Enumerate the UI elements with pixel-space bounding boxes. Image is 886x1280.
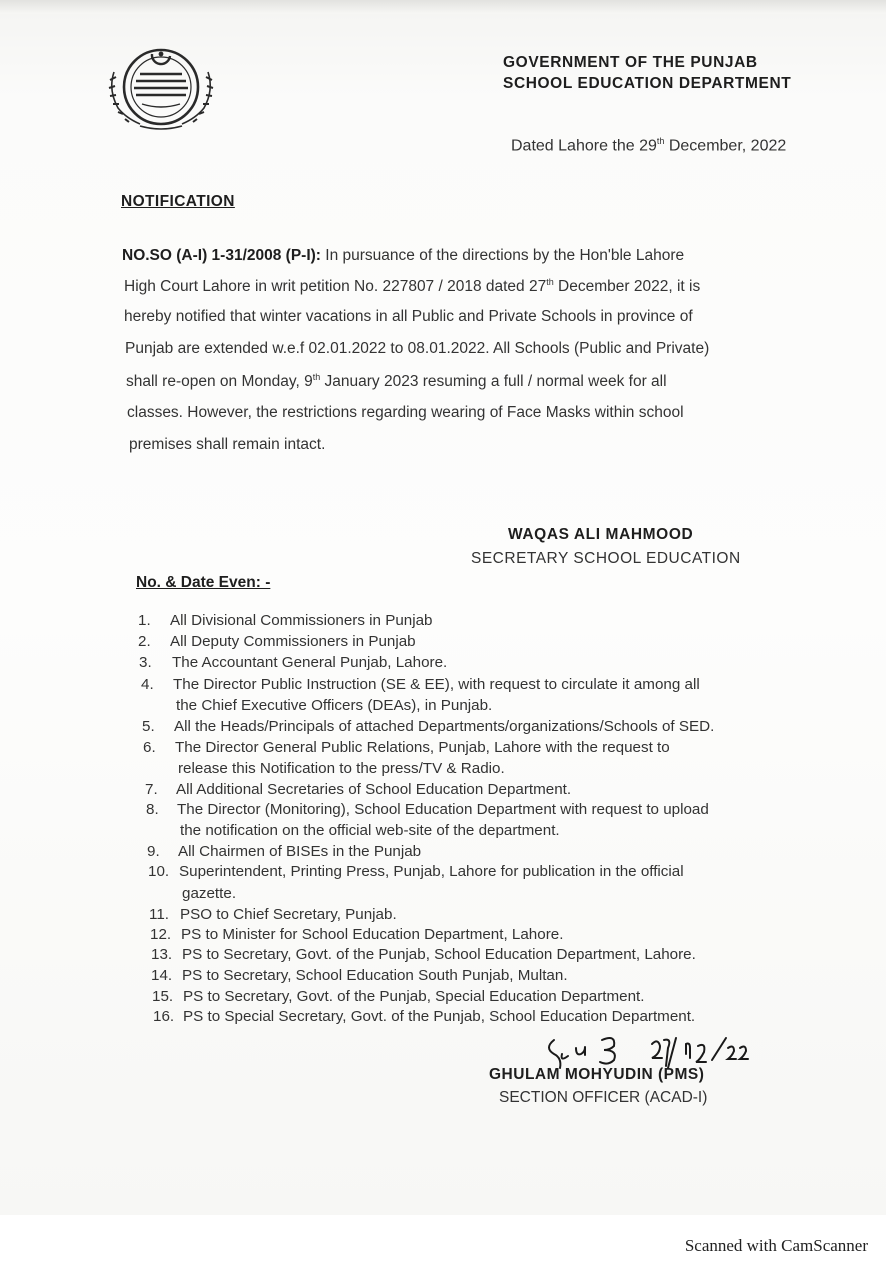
distribution-item-number: 9. xyxy=(147,843,160,860)
distribution-item-number: 4. xyxy=(141,676,154,693)
distribution-item-continuation: gazette. xyxy=(182,885,237,902)
camscanner-watermark: Scanned with CamScanner xyxy=(684,1236,868,1255)
distribution-item: All Additional Secretaries of School Education Department. xyxy=(176,781,572,798)
scan-edge-shadow xyxy=(0,0,886,14)
distribution-item-number: 14. xyxy=(151,967,173,984)
date-line xyxy=(511,136,786,155)
distribution-item-continuation: the Chief Executive Officers (DEAs), in Punjab. xyxy=(176,697,493,714)
punjab-government-emblem-icon xyxy=(100,42,222,132)
distribution-item: The Director Public Instruction (SE & EE), with request to circulate it among all xyxy=(173,676,700,693)
distribution-item-number: 10. xyxy=(148,863,170,880)
body-line-5 xyxy=(126,372,667,391)
distribution-item: All Chairmen of BISEs in the Punjab xyxy=(178,843,422,860)
date-suffix: December, 2022 xyxy=(664,137,787,155)
date-sup: th xyxy=(656,136,665,146)
body-text: shall re-open on Monday, 9 xyxy=(126,373,313,391)
distribution-item: PS to Special Secretary, Govt. of the Punjab, School Education Department. xyxy=(183,1008,696,1025)
body-line-3: hereby notified that winter vacations in all Public and Private Schools in province of xyxy=(124,308,693,325)
body-text: High Court Lahore in writ petition No. 227807 / 2018 dated 27 xyxy=(124,278,547,296)
department-header xyxy=(503,52,791,94)
notification-ref: NO.SO (A-I) 1-31/2008 (P-I): xyxy=(122,247,321,264)
body-text: In pursuance of the directions by the Hon'ble Lahore xyxy=(320,247,685,264)
notification-title: NOTIFICATION xyxy=(121,193,235,210)
distribution-item: PS to Secretary, School Education South Punjab, Multan. xyxy=(182,967,568,984)
distribution-item-number: 15. xyxy=(152,988,174,1005)
distribution-item: PS to Minister for School Education Department, Lahore. xyxy=(181,926,564,943)
distribution-item: PS to Secretary, Govt. of the Punjab, School Education Department, Lahore. xyxy=(182,946,696,963)
distribution-item-number: 2. xyxy=(138,633,151,650)
body-sup: th xyxy=(546,277,554,287)
distribution-title: No. & Date Even: - xyxy=(136,574,271,591)
distribution-item-number: 8. xyxy=(146,801,159,818)
signatory-name: WAQAS ALI MAHMOOD xyxy=(508,526,694,543)
body-text: January 2023 resuming a full / normal week for all xyxy=(320,373,667,391)
distribution-item: All the Heads/Principals of attached Departments/organizations/Schools of SED. xyxy=(174,718,715,735)
distribution-item-number: 16. xyxy=(153,1008,175,1025)
header-government: GOVERNMENT OF THE PUNJAB xyxy=(503,54,758,71)
section-officer-name: GHULAM MOHYUDIN (PMS) xyxy=(489,1066,705,1083)
body-line-6: classes. However, the restrictions regarding wearing of Face Masks within school xyxy=(127,404,684,421)
distribution-item: Superintendent, Printing Press, Punjab, Lahore for publication in the official xyxy=(179,863,684,880)
body-sup: th xyxy=(312,372,321,382)
body-line-2 xyxy=(124,277,700,296)
date-prefix: Dated Lahore the 29 xyxy=(511,137,657,155)
distribution-item-number: 3. xyxy=(139,654,152,671)
distribution-item-number: 1. xyxy=(138,612,151,629)
distribution-item: All Divisional Commissioners in Punjab xyxy=(170,612,433,629)
distribution-item: The Accountant General Punjab, Lahore. xyxy=(172,654,448,671)
distribution-item: All Deputy Commissioners in Punjab xyxy=(170,633,416,650)
section-officer-title: SECTION OFFICER (ACAD-I) xyxy=(499,1089,708,1106)
distribution-item-number: 12. xyxy=(150,926,172,943)
body-line-4: Punjab are extended w.e.f 02.01.2022 to 08.01.2022. All Schools (Public and Private) xyxy=(125,340,710,357)
body-text: December 2022, it is xyxy=(553,278,701,296)
distribution-item-continuation: release this Notification to the press/TV & Radio. xyxy=(178,760,505,777)
body-line-7: premises shall remain intact. xyxy=(129,436,326,453)
distribution-item: The Director (Monitoring), School Education Department with request to upload xyxy=(177,801,709,818)
distribution-item: PSO to Chief Secretary, Punjab. xyxy=(180,906,397,923)
distribution-item-number: 6. xyxy=(143,739,156,756)
distribution-item-number: 7. xyxy=(145,781,158,798)
distribution-item-number: 11. xyxy=(149,906,169,923)
distribution-item-continuation: the notification on the official web-site of the department. xyxy=(180,822,560,839)
distribution-item: PS to Secretary, Govt. of the Punjab, Special Education Department. xyxy=(183,988,645,1005)
signatory-title: SECRETARY SCHOOL EDUCATION xyxy=(471,550,741,567)
body-line-1 xyxy=(122,247,684,265)
distribution-item-number: 5. xyxy=(142,718,155,735)
distribution-item-number: 13. xyxy=(151,946,173,963)
header-department: SCHOOL EDUCATION DEPARTMENT xyxy=(503,75,792,92)
distribution-item: The Director General Public Relations, Punjab, Lahore with the request to xyxy=(175,739,670,756)
